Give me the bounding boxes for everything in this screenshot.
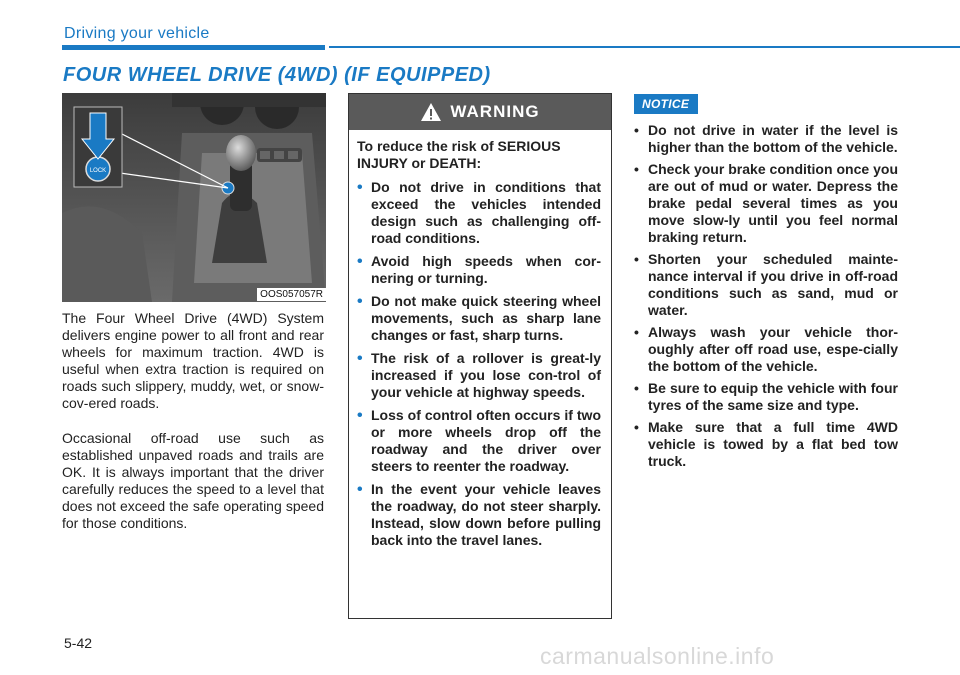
warning-item-text: In the event your vehicle leaves the roadway, do not steer sharply. Instead, slow down before pulling back into the travel lanes. — [371, 481, 601, 548]
console-illustration — [62, 93, 326, 302]
page-heading: FOUR WHEEL DRIVE (4WD) (IF EQUIPPED) — [63, 64, 491, 86]
notice-item-text: Do not drive in water if the level is higher than the bottom of the vehicle. — [648, 122, 898, 155]
notice-item — [634, 419, 898, 470]
warning-item-text: Do not drive in conditions that exceed the vehicles intended design such as challenging off-road conditions. — [371, 179, 601, 246]
page-number: 5-42 — [64, 635, 93, 651]
bullet-icon: • — [634, 251, 639, 267]
svg-text:LOCK: LOCK — [89, 168, 107, 174]
warning-item-text: Loss of control often occurs if two or more wheels drop off the roadway and the driver over steers to reenter the roadway. — [371, 407, 601, 474]
warning-item — [357, 253, 601, 287]
bullet-icon: • — [357, 481, 363, 498]
notice-item-text: Always wash your vehicle thor-oughly after off road use, espe-cially the bottom of the vehicle. — [648, 324, 898, 374]
warning-item — [357, 481, 601, 549]
bullet-icon: • — [357, 407, 363, 424]
photo-code: OOS057057R — [257, 288, 326, 301]
notice-item — [634, 161, 898, 246]
bullet-icon: • — [357, 179, 363, 196]
warning-item-text: Avoid high speeds when cor-nering or turning. — [371, 253, 601, 286]
warning-item-text: Do not make quick steering wheel movements, such as sharp lane changes or fast, sharp turns. — [371, 293, 601, 343]
warning-title: WARNING — [450, 102, 540, 121]
section-title: Driving your vehicle — [64, 25, 210, 42]
bullet-icon: • — [634, 324, 639, 340]
warning-body — [349, 130, 611, 549]
warning-header — [349, 94, 611, 130]
body-paragraph-2: Occasional off-road use such as established unpaved roads and trails are OK. It is always important that the driver carefully reduces the speed to a level that does not exceed the safe operating speed for those conditions. — [62, 430, 324, 531]
notice-item-text: Check your brake condition once you are out of mud or water. Depress the brake pedal several times as you move slow-ly until you feel normal braking return. — [648, 161, 898, 245]
bullet-icon: • — [357, 253, 363, 270]
warning-list — [357, 179, 601, 549]
notice-item — [634, 122, 898, 156]
bullet-icon: • — [634, 161, 639, 177]
warning-triangle-icon — [420, 102, 442, 122]
bullet-icon: • — [634, 122, 639, 138]
warning-item — [357, 350, 601, 401]
body-paragraph-1: The Four Wheel Drive (4WD) System delivers engine power to all front and rear wheels for maximum traction. 4WD is useful when extra traction is required on roads such slippery, muddy, wet, or snow-cov-ered roads. — [62, 310, 324, 411]
bullet-icon: • — [357, 350, 363, 367]
bullet-icon: • — [634, 380, 639, 396]
notice-item-text: Be sure to equip the vehicle with four tyres of the same size and type. — [648, 380, 898, 413]
warning-item-text: The risk of a rollover is great-ly increased if you lose con-trol of your vehicle at highway speeds. — [371, 350, 601, 400]
warning-item — [357, 179, 601, 247]
header-rule-thick — [62, 45, 325, 50]
notice-item-text: Shorten your scheduled mainte-nance interval if you drive in off-road conditions such as sand, mud or water. — [648, 251, 898, 318]
warning-intro: To reduce the risk of SERIOUS INJURY or DEATH: — [357, 138, 561, 171]
watermark: carmanualsonline.info — [540, 643, 775, 669]
header-rule-thin — [329, 46, 960, 48]
notice-item — [634, 324, 898, 375]
notice-list — [634, 122, 898, 475]
bullet-icon: • — [357, 293, 363, 310]
photo-4wd-console — [62, 93, 326, 302]
notice-item-text: Make sure that a full time 4WD vehicle is towed by a flat bed tow truck. — [648, 419, 898, 469]
warning-item — [357, 407, 601, 475]
bullet-icon: • — [634, 419, 639, 435]
notice-tag: NOTICE — [634, 94, 698, 114]
warning-item — [357, 293, 601, 344]
warning-box — [348, 93, 612, 619]
notice-item — [634, 251, 898, 319]
notice-item — [634, 380, 898, 414]
